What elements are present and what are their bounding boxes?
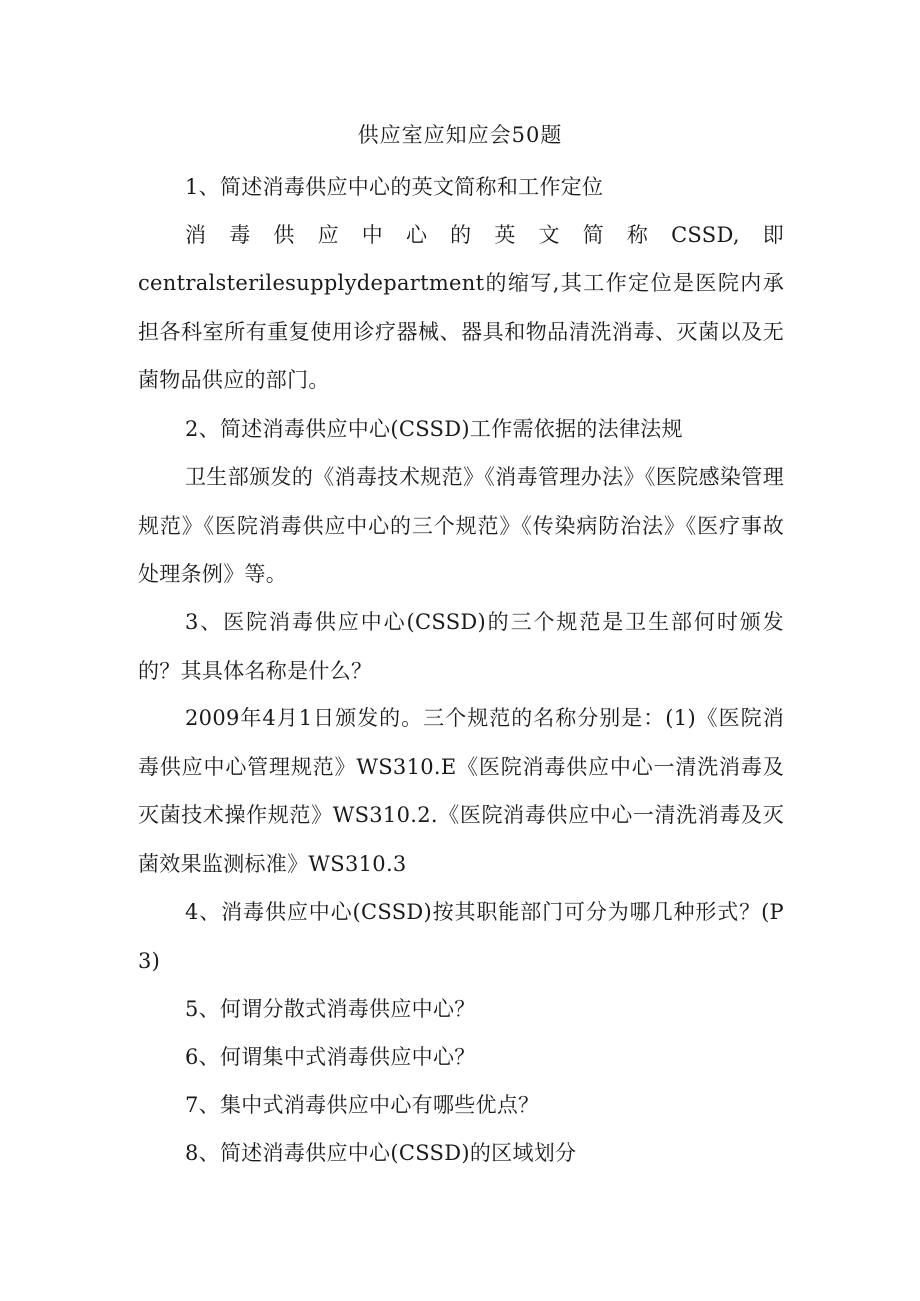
- question-1: 1、简述消毒供应中心的英文简称和工作定位: [185, 175, 604, 199]
- answer-2: 卫生部颁发的《消毒技术规范》《消毒管理办法》《医院感染管理规范》《医院消毒供应中心的三个规范》《传染病防治法》《医疗事故处理条例》等。: [138, 465, 784, 587]
- page-title: 供应室应知应会50题: [357, 123, 563, 147]
- answer-3: 2009年4月1日颁发的。三个规范的名称分别是：(1)《医院消毒供应中心管理规范》WS310.E《医院消毒供应中心一清洗消毒及灭菌技术操作规范》WS310.2.《医院消毒供应中心一清洗消毒及灭菌效果监测标准》WS310.3: [138, 706, 784, 876]
- question-4: 4、消毒供应中心(CSSD)按其职能部门可分为哪几种形式？(P3): [138, 900, 784, 973]
- question-2: 2、简述消毒供应中心(CSSD)工作需依据的法律法规: [185, 417, 683, 441]
- answer-1-body: centralsterilesupplydepartment的缩写,其工作定位是医院内承担各科室所有重复使用诊疗器械、器具和物品清洗消毒、灭菌以及无菌物品供应的部门。: [138, 271, 784, 393]
- question-7: 7、集中式消毒供应中心有哪些优点？: [185, 1093, 540, 1117]
- question-8: 8、简述消毒供应中心(CSSD)的区域划分: [185, 1141, 577, 1165]
- question-3: 3、医院消毒供应中心(CSSD)的三个规范是卫生部何时颁发的？其具体名称是什么？: [138, 610, 784, 683]
- answer-1-first-line: 消毒供应中心的英文简称CSSD,即: [185, 223, 784, 247]
- question-6: 6、何谓集中式消毒供应中心？: [185, 1045, 476, 1069]
- question-5: 5、何谓分散式消毒供应中心？: [185, 997, 476, 1021]
